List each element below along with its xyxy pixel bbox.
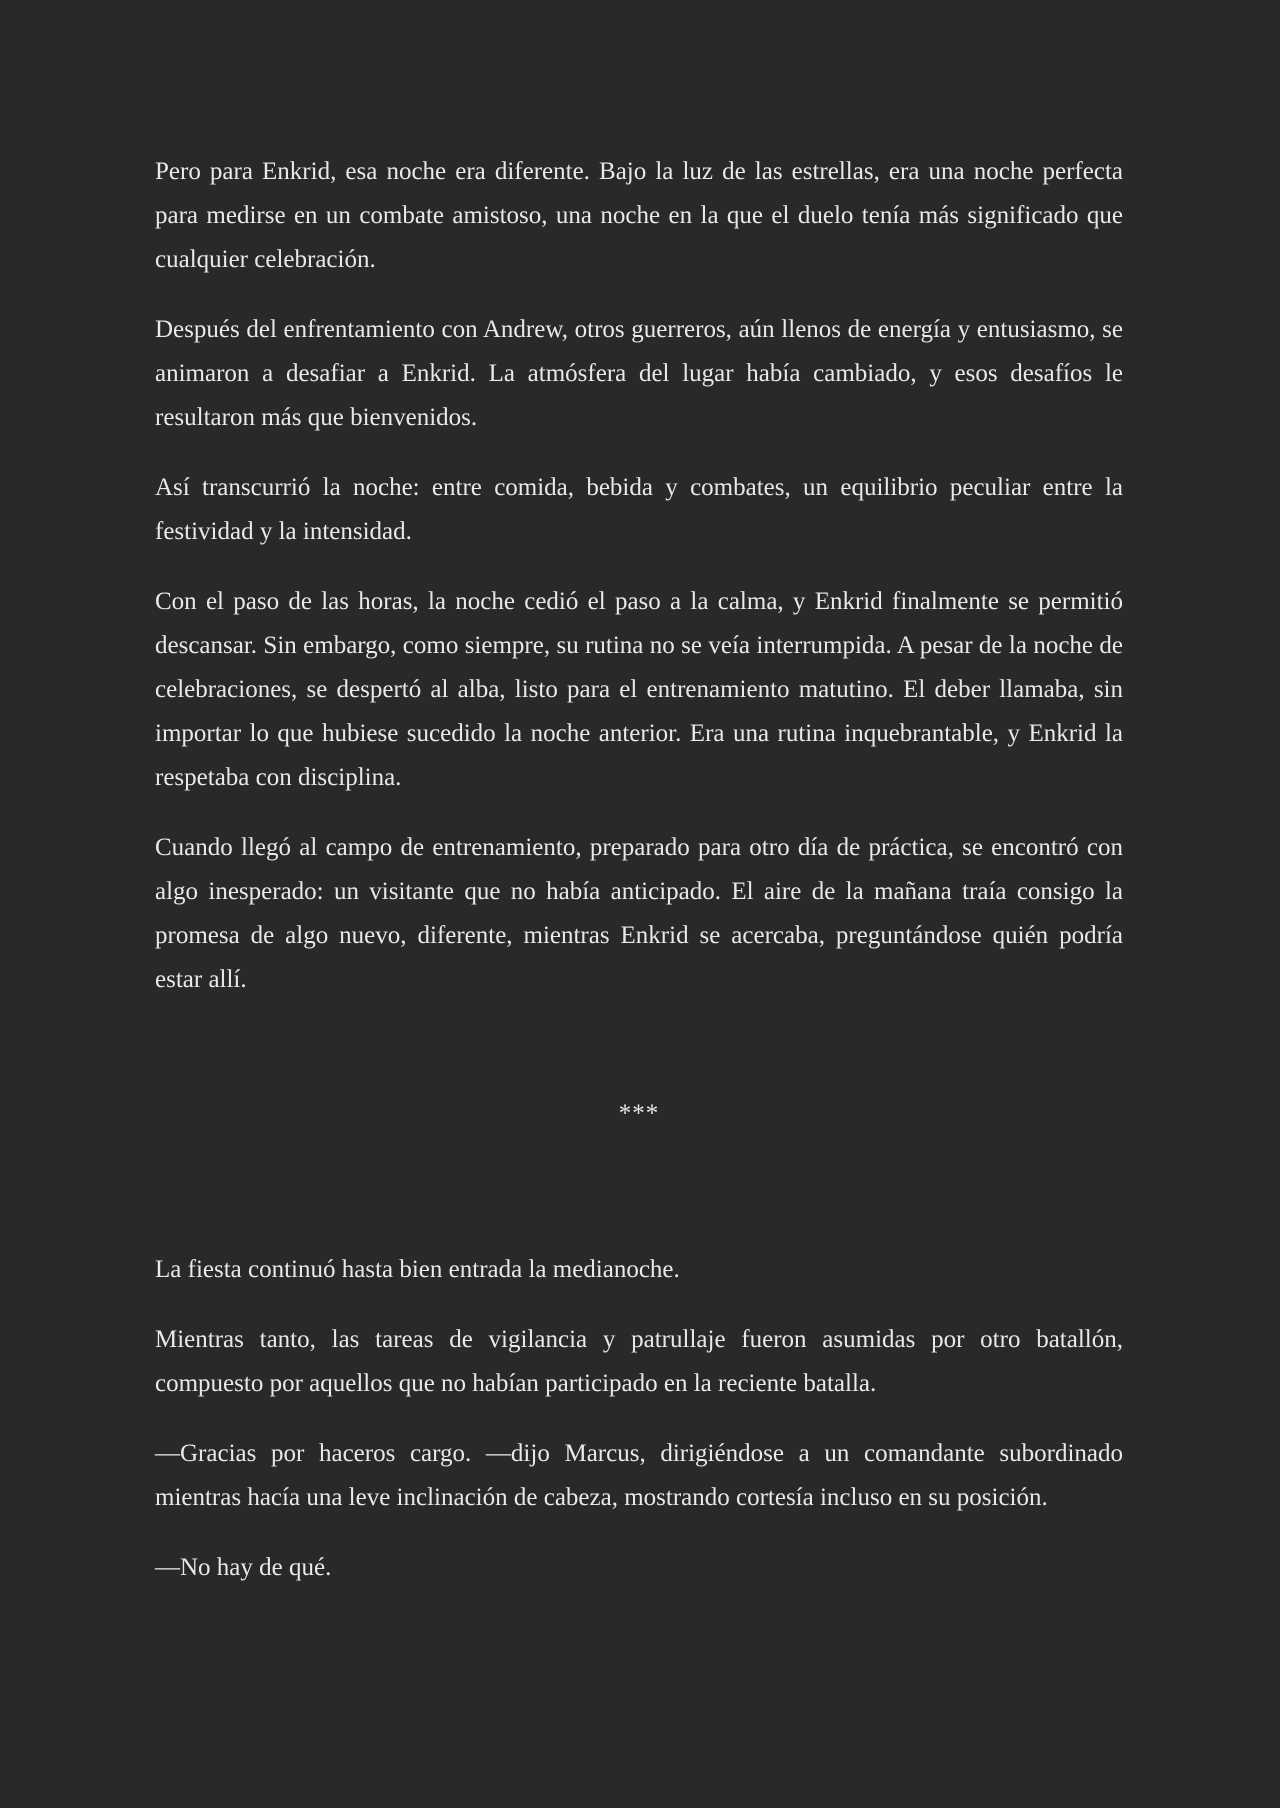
paragraph: Con el paso de las horas, la noche cedió el paso a la calma, y Enkrid finalmente se permitió descansar. Sin embargo, como siempre, su rutina no se veía interrumpida. A pesar de la noche de celebraciones, se despertó al alba, listo para el entrenamiento matutino. El deber llamaba, sin importar lo que hubiese sucedido la noche anterior. Era una rutina inquebrantable, y Enkrid la respetaba con disciplina. [155,588,1123,791]
paragraph: Después del enfrentamiento con Andrew, otros guerreros, aún llenos de energía y entusiasmo, se animaron a desafiar a Enkrid. La atmósfera del lugar había cambiado, y esos desafíos le resultaron más que bienvenidos. [155,316,1123,431]
section-separator: *** [618,1100,660,1127]
paragraph: Así transcurrió la noche: entre comida, bebida y combates, un equilibrio peculiar entre la festividad y la intensidad. [155,474,1123,545]
paragraph: La fiesta continuó hasta bien entrada la medianoche. [155,1256,680,1283]
paragraph: Pero para Enkrid, esa noche era diferente. Bajo la luz de las estrellas, era una noche perfecta para medirse en un combate amistoso, una noche en la que el duelo tenía más significado que cualquier celebración. [155,158,1123,273]
reader-content [155,150,1123,1616]
paragraph: Cuando llegó al campo de entrenamiento, preparado para otro día de práctica, se encontró con algo inesperado: un visitante que no había anticipado. El aire de la mañana traía consigo la promesa de algo nuevo, diferente, mientras Enkrid se acercaba, preguntándose quién podría estar allí. [155,834,1123,993]
paragraph: Mientras tanto, las tareas de vigilancia y patrullaje fueron asumidas por otro batallón, compuesto por aquellos que no habían participado en la reciente batalla. [155,1326,1123,1397]
paragraph: —No hay de qué. [155,1554,332,1581]
paragraph: —Gracias por haceros cargo. —dijo Marcus, dirigiéndose a un comandante subordinado mientras hacía una leve inclinación de cabeza, mostrando cortesía incluso en su posición. [155,1440,1123,1511]
